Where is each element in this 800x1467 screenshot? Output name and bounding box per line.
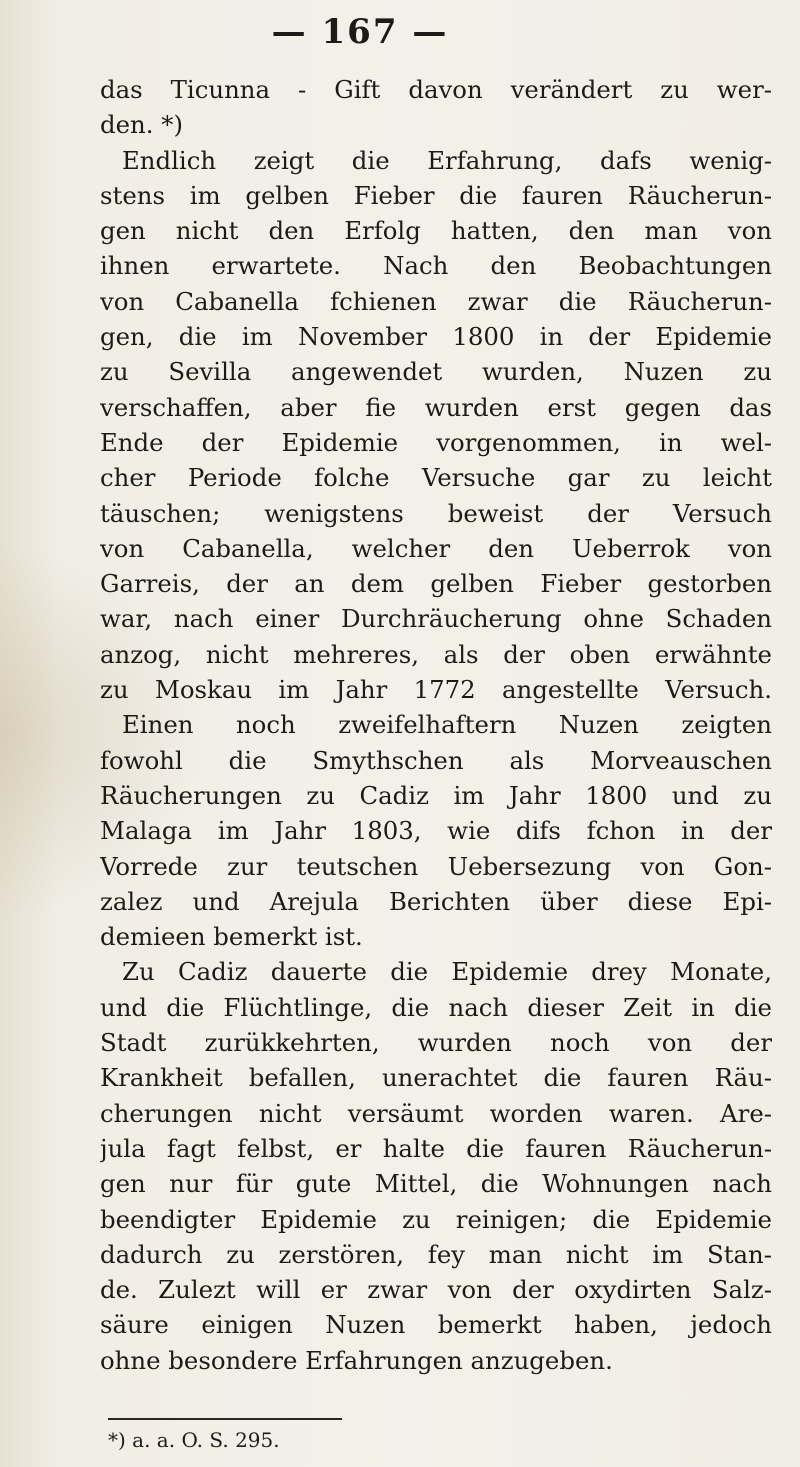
text-line: jula fagt felbst, er halte die fauren Räucherun-: [100, 1133, 772, 1163]
text-line: Malaga im Jahr 1803, wie difs fchon in der: [100, 816, 772, 846]
text-line: Endlich zeigt die Erfahrung, dafs wenig-: [122, 145, 772, 175]
text-line: säure einigen Nuzen bemerkt haben, jedoch: [100, 1310, 772, 1340]
text-line: Ende der Epidemie vorgenommen, in wel-: [100, 427, 772, 457]
text-line: Krankheit befallen, unerachtet die fauren Räu-: [100, 1063, 772, 1093]
text-line: Zu Cadiz dauerte die Epidemie drey Monate,: [122, 957, 772, 987]
text-line: Garreis, der an dem gelben Fieber gestorben: [100, 569, 772, 599]
text-line: den. *): [100, 110, 183, 140]
text-line: zalez und Arejula Berichten über diese Epi-: [100, 886, 772, 916]
text-line: de. Zulezt will er zwar von der oxydirten Salz-: [100, 1275, 772, 1305]
text-line: Stadt zurükkehrten, wurden noch von der: [100, 1028, 772, 1058]
text-line: demieen bemerkt ist.: [100, 922, 363, 952]
text-line: gen nicht den Erfolg hatten, den man von: [100, 216, 772, 246]
text-line: von Cabanella fchienen zwar die Räucherun-: [100, 286, 772, 316]
text-line: ohne besondere Erfahrungen anzugeben.: [100, 1345, 613, 1375]
text-line: cherungen nicht versäumt worden waren. Are-: [100, 1098, 772, 1128]
page-number: — 167 —: [271, 12, 449, 52]
text-line: und die Flüchtlinge, die nach dieser Zeit in die: [100, 992, 772, 1022]
text-line: von Cabanella, welcher den Ueberrok von: [100, 533, 772, 563]
text-line: Einen noch zweifelhaftern Nuzen zeigten: [122, 710, 772, 740]
text-line: ihnen erwartete. Nach den Beobachtungen: [100, 251, 772, 281]
text-line: dadurch zu zerstören, fey man nicht im Stan-: [100, 1239, 772, 1269]
footnote-divider: [108, 1418, 342, 1420]
text-line: stens im gelben Fieber die fauren Räucherun-: [100, 180, 772, 210]
text-line: verschaffen, aber fie wurden erst gegen das: [100, 392, 772, 422]
text-line: das Ticunna - Gift davon verändert zu wer-: [100, 75, 772, 104]
text-line: fowohl die Smythschen als Morveauschen: [100, 745, 772, 775]
text-line: gen nur für gute Mittel, die Wohnungen nach: [100, 1169, 772, 1199]
text-line: zu Sevilla angewendet wurden, Nuzen zu: [100, 357, 772, 387]
text-line: zu Moskau im Jahr 1772 angestellte Versuch.: [100, 675, 772, 705]
text-line: war, nach einer Durchräucherung ohne Schaden: [100, 604, 772, 634]
text-line: Räucherungen zu Cadiz im Jahr 1800 und zu: [100, 780, 772, 810]
text-line: anzog, nicht mehreres, als der oben erwähnte: [100, 639, 772, 669]
text-line: beendigter Epidemie zu reinigen; die Epidemie: [100, 1204, 772, 1234]
text-line: gen, die im November 1800 in der Epidemie: [100, 322, 772, 352]
text-line: cher Periode folche Versuche gar zu leicht: [100, 463, 772, 493]
text-line: täuschen; wenigstens beweist der Versuch: [100, 498, 772, 528]
body-text: [100, 72, 772, 1378]
text-line: Vorrede zur teutschen Uebersezung von Gon-: [100, 851, 772, 881]
footnote: *) a. a. O. S. 295.: [108, 1428, 280, 1452]
